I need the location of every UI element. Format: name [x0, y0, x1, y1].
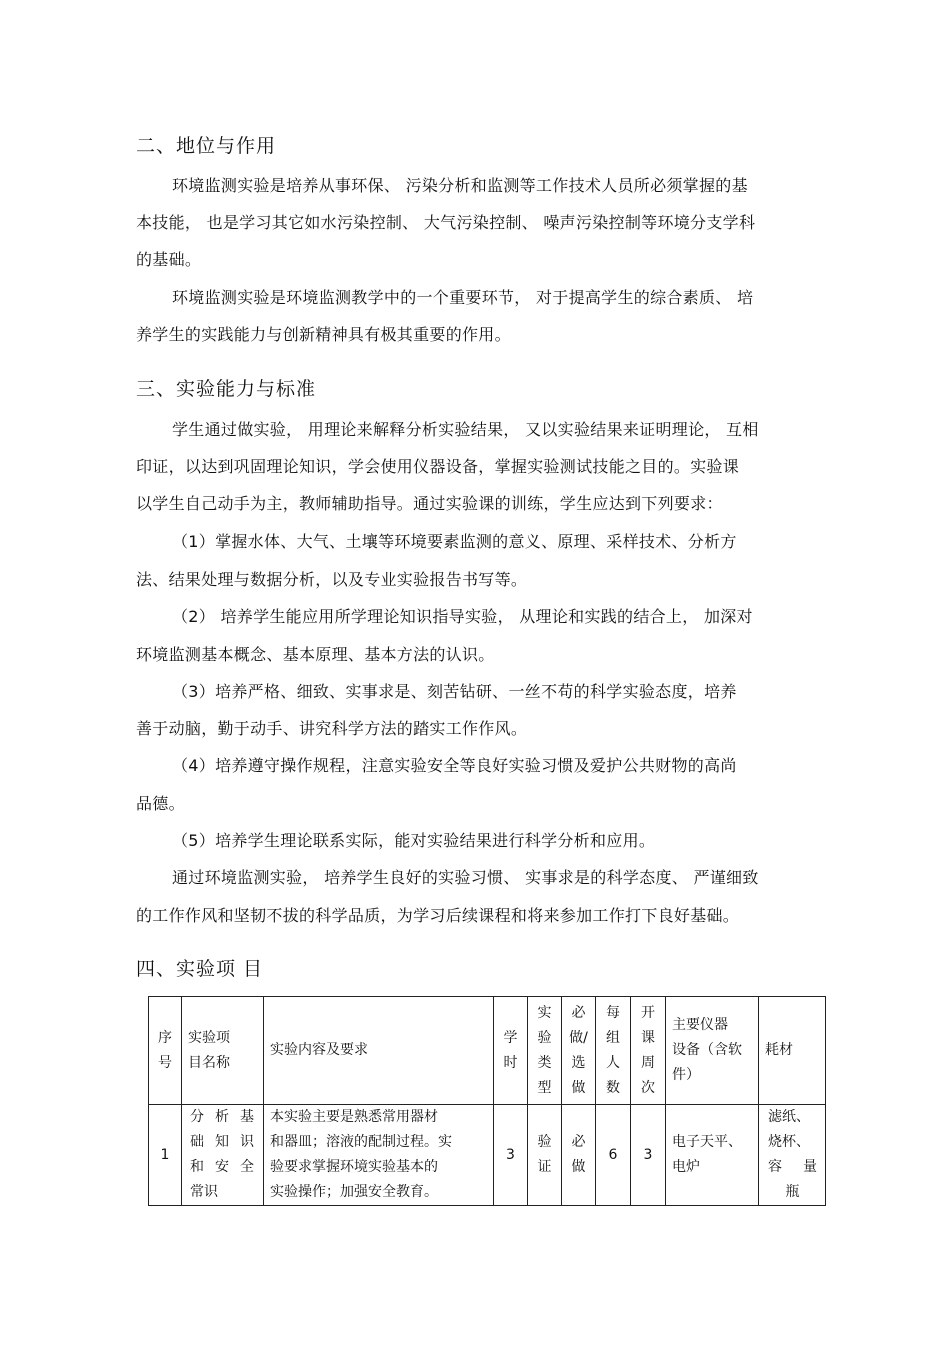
row-consumables: 滤纸、 烧杯、 容 量 瓶: [759, 1105, 826, 1206]
table-row: [149, 1105, 826, 1206]
header-equipment: 主要仪器 设备（含软 件）: [666, 997, 759, 1105]
header-seq: 序 号: [149, 997, 182, 1105]
s2-para1-line2: 本技能， 也是学习其它如水污染控制、 大气污染控制、 噪声污染控制等环境分支学科: [136, 213, 756, 232]
header-type: 实 验 类 型: [528, 997, 562, 1105]
experiment-table: [148, 996, 826, 1206]
row-group: 6: [596, 1105, 631, 1206]
header-hours: 学 时: [494, 997, 528, 1105]
header-name: 实验项 目名称: [182, 997, 264, 1105]
section-heading-2: 二、地位与作用: [136, 135, 277, 157]
s2-para1-line3: 的基础。: [136, 250, 202, 269]
row-hours: 3: [494, 1105, 528, 1206]
s3-req1-line1: （1）掌握水体、大气、土壤等环境要素监测的意义、原理、采样技术、分析方: [172, 532, 737, 551]
header-week: 开 课 周 次: [631, 997, 666, 1105]
s3-req4-line1: （4）培养遵守操作规程，注意实验安全等良好实验习惯及爱护公共财物的高尚: [172, 756, 737, 775]
row-name: 分析基 础知识 和安全 常识: [182, 1105, 264, 1206]
s3-closing-line2: 的工作作风和坚韧不拔的科学品质，为学习后续课程和将来参加工作打下良好基础。: [136, 906, 740, 925]
row-week: 3: [631, 1105, 666, 1206]
s3-req3-line1: （3）培养严格、细致、实事求是、刻苦钻研、一丝不苟的科学实验态度，培养: [172, 682, 737, 701]
s3-req4-line2: 品德。: [136, 794, 185, 813]
header-required: 必 做/ 选 做: [562, 997, 596, 1105]
s3-req5-line1: （5）培养学生理论联系实际，能对实验结果进行科学分析和应用。: [172, 831, 656, 850]
s3-intro-line3: 以学生自己动手为主，教师辅助指导。通过实验课的训练，学生应达到下列要求：: [136, 494, 723, 513]
s2-para1-line1: 环境监测实验是培养从事环保、 污染分析和监测等工作技术人员所必须掌握的基: [172, 176, 748, 195]
s3-req1-line2: 法、结果处理与数据分析，以及专业实验报告书写等。: [136, 570, 528, 589]
s2-para2-line2: 养学生的实践能力与创新精神具有极其重要的作用。: [136, 325, 511, 344]
section-heading-4: 四、实验项 目: [136, 958, 264, 980]
header-content: 实验内容及要求: [264, 997, 494, 1105]
row-type: 验 证: [528, 1105, 562, 1206]
header-group: 每 组 人 数: [596, 997, 631, 1105]
row-content: 本实验主要是熟悉常用器材 和器皿；溶液的配制过程。实 验要求掌握环境实验基本的 实验操作；加强安全教育。: [264, 1105, 494, 1206]
s2-para2-line1: 环境监测实验是环境监测教学中的一个重要环节， 对于提高学生的综合素质、 培: [172, 288, 754, 307]
row-equipment: 电子天平、 电炉: [666, 1105, 759, 1206]
s3-req2-line1: （2） 培养学生能应用所学理论知识指导实验， 从理论和实践的结合上， 加深对: [172, 607, 753, 626]
row-seq: 1: [149, 1105, 182, 1206]
row-required: 必 做: [562, 1105, 596, 1206]
s3-intro-line1: 学生通过做实验， 用理论来解释分析实验结果， 又以实验结果来证明理论， 互相: [172, 420, 759, 439]
table-header-row: [149, 997, 826, 1105]
section-heading-3: 三、实验能力与标准: [136, 378, 317, 400]
s3-req2-line2: 环境监测基本概念、基本原理、基本方法的认识。: [136, 645, 495, 664]
s3-req3-line2: 善于动脑，勤于动手、讲究科学方法的踏实工作作风。: [136, 719, 528, 738]
s3-closing-line1: 通过环境监测实验， 培养学生良好的实验习惯、 实事求是的科学态度、 严谨细致: [172, 868, 759, 887]
header-consumables: 耗材: [759, 997, 826, 1105]
s3-intro-line2: 印证，以达到巩固理论知识，学会使用仪器设备，掌握实验测试技能之目的。实验课: [136, 457, 740, 476]
